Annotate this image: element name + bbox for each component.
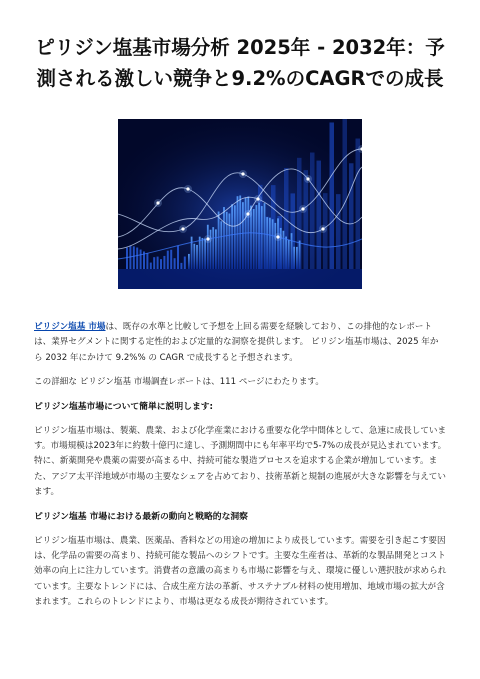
fg-bar [256,205,258,269]
fg-bar [291,233,293,269]
glow-dot [241,172,244,175]
fg-bar [285,237,287,269]
bg-bar [356,139,361,269]
bg-bar [310,153,315,269]
left-bar [136,248,138,269]
fg-bar [193,244,195,269]
fg-bar [237,196,239,269]
fg-bar [223,207,225,269]
fg-bar [231,204,233,269]
glow-dot [156,201,159,204]
hero-chart-illustration [118,119,362,289]
fg-bar [188,254,190,269]
glow-dot [306,177,309,180]
left-bar [184,257,186,269]
left-bar [174,258,176,269]
glow-dot [321,227,324,230]
left-bar [126,248,128,269]
article-title: ピリジン塩基市場分析 2025年 - 2032年：予測される激しい競争と9.2%のCAGRでの成長 [35,36,445,90]
glow-dot [276,235,279,238]
fg-bar [191,237,193,269]
fg-bar [266,217,268,269]
left-bar [146,253,148,269]
fg-bar [264,203,266,269]
fg-bar [229,213,231,269]
fg-bar [299,241,301,269]
fg-bar [277,218,279,269]
fg-bar [220,221,222,269]
fg-bar [269,218,271,269]
left-bar [170,250,172,269]
article-body [34,320,447,620]
section2-heading: ピリジン塩基 市場における最新の動向と戦略的な洞察 [34,511,248,522]
left-bar [167,251,169,269]
left-bar [157,257,159,269]
market-link[interactable]: ピリジン塩基 市場 [34,322,106,332]
fg-bar [261,206,263,269]
fg-bar [239,195,241,269]
fg-bar [215,229,217,269]
fg-bar [253,209,255,269]
fg-bar [204,239,206,269]
glow-dot [206,237,209,240]
glow-dot [181,227,184,230]
glow-dot [256,197,259,200]
fg-bar [226,212,228,269]
left-bar [150,263,152,269]
fg-bar [218,212,220,269]
fg-bar [293,247,295,269]
glow-dot [246,212,249,215]
left-bar [180,263,182,269]
glow-dot [301,207,304,210]
section2-body: ピリジン塩基市場は、農業、医薬品、香料などの用途の増加により成長しています。需要を引き起こす要因は、化学品の需要の高まり、持続可能な製品へのシフトです。主要な生産者は、革新的な製品開発とコスト効率の向上に注力しています。消費者の意識の高まりも市場に影響を与え、環境に優しい選択肢が求められています。主要なトレンドには、合成生産方法の革新、サステナブル材料の使用増加、地域市場の拡大が含まれます。これらのトレンドにより、市場は更なる成長が期待されています。 [34,535,447,608]
fg-bar [212,227,214,269]
glow-dot [186,187,189,190]
left-bar [133,246,135,269]
bg-bar [349,163,354,269]
fg-bar [207,225,209,269]
left-bar [163,256,165,269]
chart-illustration-icon [118,119,362,289]
fg-bar [199,237,201,269]
left-bar [153,257,155,269]
fg-bar [196,245,198,269]
bg-bar [304,170,309,269]
pages-note: この詳細な ピリジン塩基 市場調査レポートは、111 ページにわたります。 [34,377,324,388]
fg-bar [202,238,204,269]
bg-bar [336,194,341,269]
fg-bar [272,219,274,269]
fg-bar [288,240,290,269]
fg-bar [242,202,244,269]
fg-bar [283,231,285,269]
section1-body: ピリジン塩基市場は、製薬、農業、および化学産業における重要な化学中間体として、急速に成長しています。市場規模は2023年に約数十億円に達し、予測期間中にも年率平均で5-7%の成長が見込まれています。特に、新薬開発や農薬の需要が高まる中、持続可能な製造プロセスを追求する企業が増加しています。また、アジア太平洋地域が市場の主要なシェアを占めており、技術革新と規制の進展が大きな影響を与えています。 [34,425,447,498]
intro-paragraph [34,320,447,366]
left-bar [140,250,142,269]
fg-bar [274,223,276,269]
section1-heading: ピリジン塩基市場について簡単に説明します: [34,401,214,412]
intro-text: は、既存の水準と比較して予想を上回る需要を経験しており、この排他的なレポートは、業界セグメントに関する定性的および定量的な洞察を提供します。 ピリジン塩基市場は、2025 年から 2032 年にかけて 9.2%% の CAGR で成長すると予想されます。 [34,322,439,363]
left-bar [177,246,179,269]
left-bar [160,259,162,269]
bg-bar [343,119,348,269]
fg-bar [258,203,260,269]
fg-bar [234,205,236,269]
bg-bar [317,161,322,269]
fg-bar [296,247,298,269]
